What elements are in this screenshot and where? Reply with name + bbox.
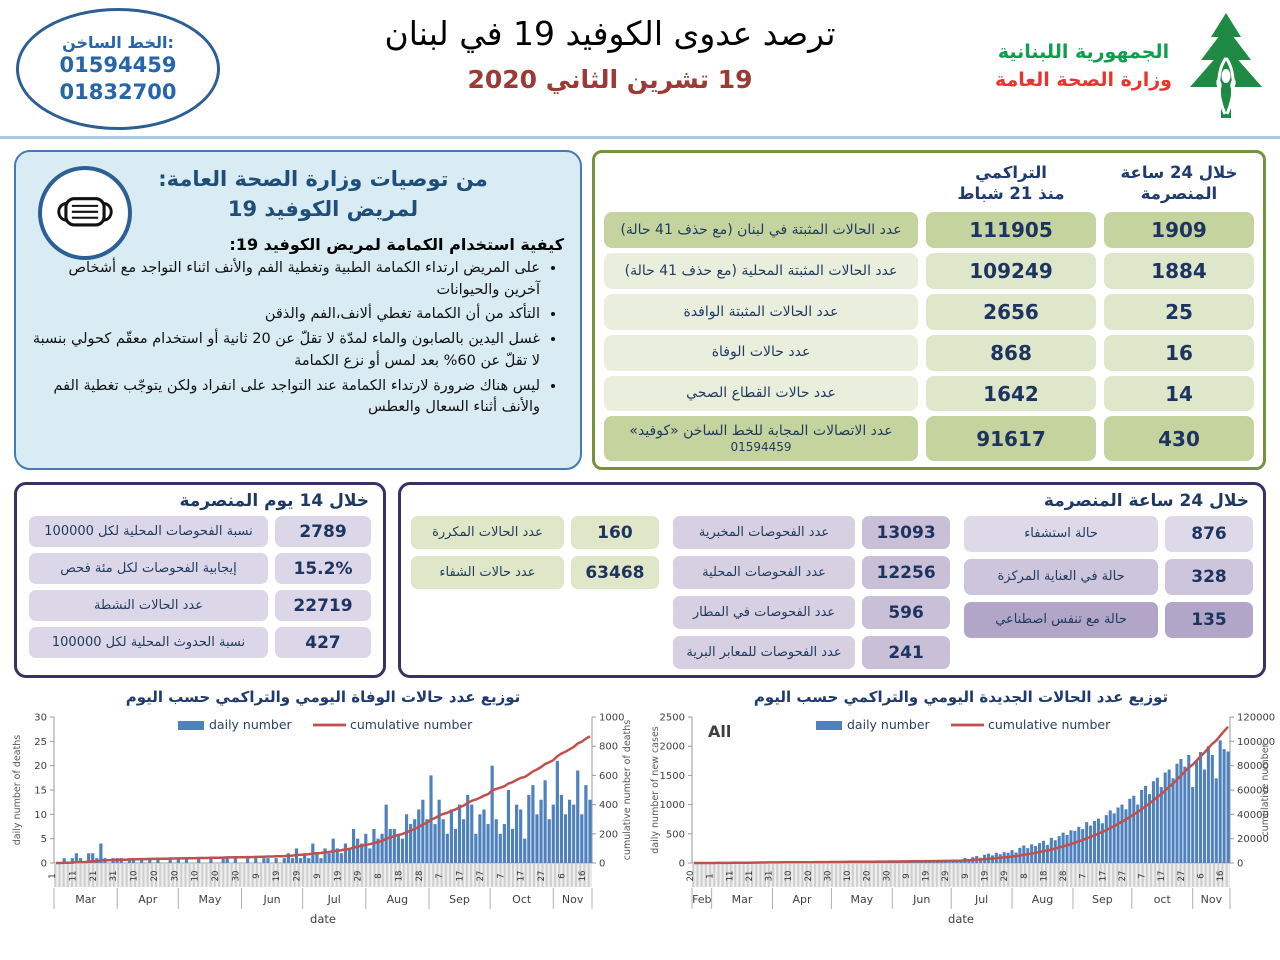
svg-text:7: 7 bbox=[1078, 873, 1089, 879]
svg-text:May: May bbox=[198, 893, 222, 906]
svg-text:10: 10 bbox=[34, 809, 47, 821]
svg-text:9: 9 bbox=[251, 873, 262, 879]
recommendation-item: • ليس هناك ضرورة لارتداء الكمامة عند التواجد على انفراد ولكن يتوجّب تغطية الفم والأنف أثناء السعال والعطس bbox=[30, 376, 540, 420]
stat-value: 135 bbox=[1165, 602, 1253, 638]
svg-text:cumulative number: cumulative number bbox=[988, 717, 1111, 732]
svg-text:5: 5 bbox=[40, 834, 47, 846]
svg-text:500: 500 bbox=[665, 829, 685, 841]
stat-label: نسبة الحدوث المحلية لكل 100000 bbox=[29, 627, 268, 658]
svg-text:30: 30 bbox=[231, 870, 242, 882]
svg-text:20: 20 bbox=[685, 870, 696, 882]
svg-text:0: 0 bbox=[40, 858, 47, 870]
stat-label: حالة مع تنفس اصطناعي bbox=[964, 602, 1158, 638]
ministry-header bbox=[995, 10, 1272, 122]
svg-text:Aug: Aug bbox=[386, 893, 409, 906]
last24-groups bbox=[411, 516, 1253, 669]
stat-row bbox=[29, 627, 371, 658]
svg-text:Sep: Sep bbox=[449, 893, 470, 906]
svg-text:30: 30 bbox=[170, 870, 181, 882]
recommendation-item: • على المريض ارتداء الكمامة الطبية وتغطية الفم والأنف اثناء التواجد مع أشخاص آخرين والحيوانات bbox=[30, 258, 540, 302]
svg-text:Mar: Mar bbox=[75, 893, 96, 906]
svg-text:2500: 2500 bbox=[659, 712, 685, 724]
stat-value: 596 bbox=[862, 596, 950, 629]
svg-text:cumulative number of deaths: cumulative number of deaths bbox=[622, 719, 633, 861]
col-header-empty bbox=[604, 159, 918, 207]
svg-text:30: 30 bbox=[882, 870, 893, 882]
report-title: ترصد عدوى الكوفيد 19 في لبنان bbox=[384, 14, 836, 53]
recommendations-subheading: كيفية استخدام الكمامة لمريض الكوفيد 19: bbox=[229, 234, 564, 254]
svg-text:17: 17 bbox=[1157, 870, 1168, 882]
stat-label: عدد الفحوصات في المطار bbox=[673, 596, 855, 629]
svg-text:May: May bbox=[850, 893, 874, 906]
svg-text:Nov: Nov bbox=[561, 893, 584, 906]
svg-text:21: 21 bbox=[744, 870, 755, 882]
stat-label: عدد الحالات النشطة bbox=[29, 590, 268, 621]
row-label: عدد الحالات المثبتة في لبنان (مع حذف 41 حالة) bbox=[604, 212, 918, 248]
svg-text:1: 1 bbox=[705, 873, 716, 879]
svg-text:10: 10 bbox=[129, 870, 140, 882]
tests-group bbox=[673, 516, 950, 669]
svg-text:19: 19 bbox=[980, 870, 991, 882]
row-cumulative-value: 111905 bbox=[926, 212, 1096, 248]
svg-text:Apr: Apr bbox=[138, 893, 158, 906]
svg-text:120000: 120000 bbox=[1237, 712, 1276, 724]
stat-value: 63468 bbox=[571, 556, 659, 589]
svg-text:18: 18 bbox=[394, 870, 405, 882]
stat-value: 160 bbox=[571, 516, 659, 549]
stat-label: حالة في العناية المركزة bbox=[964, 559, 1158, 595]
care-group bbox=[964, 516, 1253, 669]
stat-value: 241 bbox=[862, 636, 950, 669]
svg-text:80000: 80000 bbox=[1237, 761, 1269, 773]
new-cases-chart-plot bbox=[646, 707, 1276, 949]
stat-row bbox=[673, 556, 950, 589]
stat-label: إيجابية الفحوصات لكل مئة فحص bbox=[29, 553, 268, 584]
stat-row bbox=[29, 590, 371, 621]
fourteen-day-panel bbox=[14, 482, 386, 678]
svg-text:17: 17 bbox=[455, 870, 466, 882]
svg-text:11: 11 bbox=[68, 870, 79, 882]
stat-value: 2789 bbox=[275, 516, 371, 547]
ministry-line1: الجمهورية اللبنانية bbox=[997, 40, 1170, 63]
face-mask-icon bbox=[38, 166, 132, 260]
header-title-block bbox=[300, 14, 920, 94]
svg-text:29: 29 bbox=[1000, 870, 1011, 882]
svg-text:9: 9 bbox=[960, 873, 971, 879]
header-divider bbox=[0, 136, 1280, 139]
svg-text:20000: 20000 bbox=[1237, 834, 1269, 846]
stat-row bbox=[964, 516, 1253, 552]
svg-text:31: 31 bbox=[109, 870, 120, 882]
svg-text:9: 9 bbox=[901, 873, 912, 879]
summary-table bbox=[592, 150, 1266, 470]
stat-label: عدد الفحوصات المخبرية bbox=[673, 516, 855, 549]
svg-text:11: 11 bbox=[725, 870, 736, 882]
stat-value: 22719 bbox=[275, 590, 371, 621]
summary-table-header bbox=[604, 159, 1254, 207]
cedar-tree-logo-icon bbox=[1180, 10, 1272, 122]
svg-text:200: 200 bbox=[599, 829, 619, 841]
row-24h-value: 430 bbox=[1104, 416, 1254, 461]
row-label: عدد حالات القطاع الصحي bbox=[604, 376, 918, 412]
svg-text:100000: 100000 bbox=[1237, 736, 1276, 748]
svg-text:600: 600 bbox=[599, 770, 619, 782]
svg-text:30: 30 bbox=[823, 870, 834, 882]
last24-panel bbox=[398, 482, 1266, 678]
svg-text:19: 19 bbox=[272, 870, 283, 882]
stat-label: عدد الفحوصات للمعابر البرية bbox=[673, 636, 855, 669]
svg-text:20: 20 bbox=[34, 761, 47, 773]
hotline-number-1: 01594459 bbox=[59, 53, 177, 78]
svg-text:oct: oct bbox=[1153, 893, 1171, 906]
svg-text:20: 20 bbox=[211, 870, 222, 882]
recommendations-list bbox=[30, 258, 562, 419]
recommendations-panel bbox=[14, 150, 582, 470]
stat-row bbox=[673, 596, 950, 629]
svg-text:Feb: Feb bbox=[692, 893, 712, 906]
stat-label: عدد حالات الشفاء bbox=[411, 556, 564, 589]
svg-text:Jul: Jul bbox=[974, 893, 989, 906]
stat-row bbox=[411, 516, 659, 549]
new-cases-chart bbox=[646, 688, 1276, 949]
table-row bbox=[604, 253, 1254, 289]
svg-text:10: 10 bbox=[190, 870, 201, 882]
stat-row bbox=[673, 636, 950, 669]
svg-text:cumulative number: cumulative number bbox=[1260, 743, 1271, 837]
stat-row bbox=[29, 553, 371, 584]
svg-text:800: 800 bbox=[599, 741, 619, 753]
stat-row bbox=[673, 516, 950, 549]
svg-text:cumulative number: cumulative number bbox=[350, 717, 473, 732]
svg-text:0: 0 bbox=[678, 858, 685, 870]
svg-text:7: 7 bbox=[1137, 873, 1148, 879]
recovery-group bbox=[411, 516, 659, 669]
stat-label: نسبة الفحوصات المحلية لكل 100000 bbox=[29, 516, 268, 547]
ministry-line2: وزارة الصحة العامة bbox=[994, 69, 1172, 91]
row-label: عدد الحالات المثبتة المحلية (مع حذف 41 حالة) bbox=[604, 253, 918, 289]
svg-text:30: 30 bbox=[34, 712, 47, 724]
col-header-24h: خلال 24 ساعة المنصرمة bbox=[1120, 162, 1238, 204]
recommendations-heading bbox=[136, 164, 510, 225]
recommendations-heading-line2: لمريض الكوفيد 19 bbox=[227, 197, 419, 222]
svg-text:16: 16 bbox=[577, 870, 588, 882]
stat-row bbox=[964, 559, 1253, 595]
row-cumulative-value: 109249 bbox=[926, 253, 1096, 289]
stat-label: عدد الحالات المكررة bbox=[411, 516, 564, 549]
svg-text:All: All bbox=[708, 722, 732, 741]
svg-text:7: 7 bbox=[435, 873, 446, 879]
svg-text:27: 27 bbox=[537, 870, 548, 882]
report-date: 19 تشرين الثاني 2020 bbox=[467, 65, 753, 94]
row-24h-value: 1909 bbox=[1104, 212, 1254, 248]
svg-text:28: 28 bbox=[1059, 870, 1070, 882]
svg-text:7: 7 bbox=[496, 873, 507, 879]
svg-text:Jul: Jul bbox=[327, 893, 341, 906]
stat-label: حالة استشفاء bbox=[964, 516, 1158, 552]
stat-label: عدد الفحوصات المحلية bbox=[673, 556, 855, 589]
svg-text:17: 17 bbox=[1098, 870, 1109, 882]
svg-text:29: 29 bbox=[353, 870, 364, 882]
stat-value: 12256 bbox=[862, 556, 950, 589]
col-header-cumulative: التراكمي منذ 21 شباط bbox=[957, 162, 1065, 204]
svg-text:daily number of new cases: daily number of new cases bbox=[650, 726, 661, 854]
table-row bbox=[604, 335, 1254, 371]
table-row bbox=[604, 212, 1254, 248]
table-row bbox=[604, 416, 1254, 461]
row-24h-value: 14 bbox=[1104, 376, 1254, 412]
svg-text:daily number: daily number bbox=[209, 717, 292, 732]
recommendation-item: • غسل اليدين بالصابون والماء لمدّة لا تقلّ عن 20 ثانية أو استخدام معقّم كحولي بنسبة لا تقلّ عن 60% بعد لمس أو نزع الكمامة bbox=[30, 329, 540, 373]
svg-text:20: 20 bbox=[803, 870, 814, 882]
svg-text:10: 10 bbox=[843, 870, 854, 882]
stat-value: 13093 bbox=[862, 516, 950, 549]
stat-row bbox=[411, 556, 659, 589]
svg-text:25: 25 bbox=[34, 736, 47, 748]
svg-text:29: 29 bbox=[292, 870, 303, 882]
deaths-chart bbox=[8, 688, 638, 949]
svg-text:6: 6 bbox=[557, 873, 568, 879]
svg-text:6: 6 bbox=[1196, 873, 1207, 879]
row-label: عدد الحالات المثبتة الوافدة bbox=[604, 294, 918, 330]
hotline-label: الخط الساخن: bbox=[62, 33, 174, 53]
svg-text:1500: 1500 bbox=[659, 770, 685, 782]
svg-text:19: 19 bbox=[921, 870, 932, 882]
svg-text:date: date bbox=[310, 912, 336, 926]
svg-text:Mar: Mar bbox=[731, 893, 753, 906]
svg-text:Sep: Sep bbox=[1092, 893, 1113, 906]
svg-text:27: 27 bbox=[1117, 870, 1128, 882]
svg-text:0: 0 bbox=[1237, 858, 1244, 870]
svg-text:Jun: Jun bbox=[913, 893, 931, 906]
svg-text:15: 15 bbox=[34, 785, 47, 797]
row-24h-value: 25 bbox=[1104, 294, 1254, 330]
row-cumulative-value: 91617 bbox=[926, 416, 1096, 461]
hotline-number-small: 01594459 bbox=[730, 439, 792, 454]
svg-text:18: 18 bbox=[1039, 870, 1050, 882]
svg-text:20: 20 bbox=[149, 870, 160, 882]
svg-text:Aug: Aug bbox=[1031, 893, 1054, 906]
svg-text:21: 21 bbox=[88, 870, 99, 882]
svg-text:Jun: Jun bbox=[263, 893, 281, 906]
row-label: عدد الاتصالات المجابة للخط الساخن «كوفيد» 01594459 bbox=[604, 416, 918, 461]
svg-text:8: 8 bbox=[1019, 873, 1030, 879]
chart-title: توزيع عدد حالات الوفاة اليومي والتراكمي حسب اليوم bbox=[125, 688, 521, 706]
row-cumulative-value: 868 bbox=[926, 335, 1096, 371]
svg-text:10: 10 bbox=[784, 870, 795, 882]
stat-value: 876 bbox=[1165, 516, 1253, 552]
stat-value: 328 bbox=[1165, 559, 1253, 595]
stat-value: 15.2% bbox=[275, 553, 371, 584]
panel-title: خلال 14 يوم المنصرمة bbox=[179, 491, 369, 511]
svg-text:daily number: daily number bbox=[847, 717, 930, 732]
recommendation-item: • التأكد من أن الكمامة تغطي ألانف،الفم والذقن bbox=[30, 304, 540, 326]
svg-text:31: 31 bbox=[764, 870, 775, 882]
panel-title: خلال 24 ساعة المنصرمة bbox=[1043, 491, 1249, 511]
svg-text:8: 8 bbox=[374, 873, 385, 879]
svg-text:1: 1 bbox=[48, 873, 59, 879]
row-24h-value: 16 bbox=[1104, 335, 1254, 371]
svg-text:9: 9 bbox=[312, 873, 323, 879]
svg-text:1000: 1000 bbox=[599, 712, 625, 724]
table-row bbox=[604, 294, 1254, 330]
svg-text:28: 28 bbox=[414, 870, 425, 882]
svg-text:60000: 60000 bbox=[1237, 785, 1269, 797]
svg-text:0: 0 bbox=[599, 858, 606, 870]
svg-text:27: 27 bbox=[1176, 870, 1187, 882]
hotline-badge bbox=[16, 8, 220, 130]
svg-text:40000: 40000 bbox=[1237, 809, 1269, 821]
svg-text:date: date bbox=[948, 912, 974, 926]
svg-text:16: 16 bbox=[1216, 870, 1227, 882]
svg-text:400: 400 bbox=[599, 800, 619, 812]
svg-text:Nov: Nov bbox=[1200, 893, 1223, 906]
svg-text:29: 29 bbox=[941, 870, 952, 882]
svg-text:Apr: Apr bbox=[792, 893, 812, 906]
stat-row bbox=[29, 516, 371, 547]
stat-row bbox=[964, 602, 1253, 638]
svg-text:2000: 2000 bbox=[659, 741, 685, 753]
svg-text:17: 17 bbox=[516, 870, 527, 882]
deaths-chart-plot bbox=[8, 707, 638, 949]
row-cumulative-value: 2656 bbox=[926, 294, 1096, 330]
row-cumulative-value: 1642 bbox=[926, 376, 1096, 412]
hotline-number-2: 01832700 bbox=[59, 79, 177, 104]
svg-text:19: 19 bbox=[333, 870, 344, 882]
stat-value: 427 bbox=[275, 627, 371, 658]
row-24h-value: 1884 bbox=[1104, 253, 1254, 289]
ministry-name bbox=[995, 38, 1172, 95]
svg-text:1000: 1000 bbox=[659, 800, 685, 812]
chart-title: توزيع عدد الحالات الجديدة اليومي والتراكمي حسب اليوم bbox=[753, 688, 1169, 706]
svg-text:20: 20 bbox=[862, 870, 873, 882]
row-label: عدد حالات الوفاة bbox=[604, 335, 918, 371]
svg-text:daily number of deaths: daily number of deaths bbox=[12, 734, 23, 846]
svg-text:Oct: Oct bbox=[512, 893, 532, 906]
svg-text:27: 27 bbox=[475, 870, 486, 882]
recommendations-heading-line1: من توصيات وزارة الصحة العامة: bbox=[158, 167, 488, 191]
table-row bbox=[604, 376, 1254, 412]
